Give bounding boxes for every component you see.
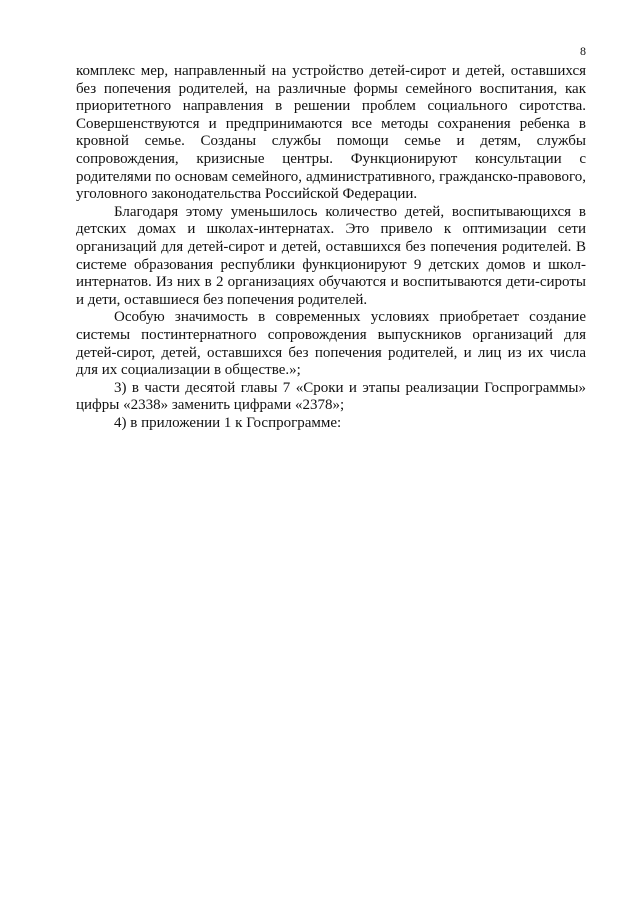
paragraph-reduction: Благодаря этому уменьшилось количество детей, воспитывающихся в детских домах и школах-интернатах. Это привело к оптимизации сети организаций для детей-сирот и детей, оставшихся без попечения родителей. В системе образования республики функционируют 9 детских домов и школ-интернатов. Из них в 2 организациях обучаются и воспитываются дети-сироты и дети, оставшиеся без попечения родителей.: [76, 203, 586, 308]
amendment-item-3: 3) в части десятой главы 7 «Сроки и этапы реализации Госпрограммы» цифры «2338» заменить цифрами «2378»;: [76, 379, 586, 414]
paragraph-postinternat: Особую значимость в современных условиях приобретает создание системы постинтернатного сопровождения выпускников организаций для детей-сирот, детей, оставшихся без попечения родителей, и лиц из их числа для их социализации в обществе.»;: [76, 309, 586, 379]
amendment-item-4: 4) в приложении 1 к Госпрограмме:: [114, 414, 342, 431]
document-body: [76, 63, 586, 432]
paragraph-continuation: комплекс мер, направленный на устройство детей-сирот и детей, оставшихся без попечения родителей, на различные формы семейного воспитания, как приоритетного направления в решении проблем социального сиротства. Совершенствуются и предпринимаются все методы сохранения ребенка в кровной семье. Созданы службы помощи семье и детям, службы сопровождения, кризисные центры. Функционируют консультации с родителями по основам семейного, административного, гражданско-правового, уголовного законодательства Российской Федерации.: [76, 63, 586, 203]
page-number: 8: [580, 44, 586, 58]
